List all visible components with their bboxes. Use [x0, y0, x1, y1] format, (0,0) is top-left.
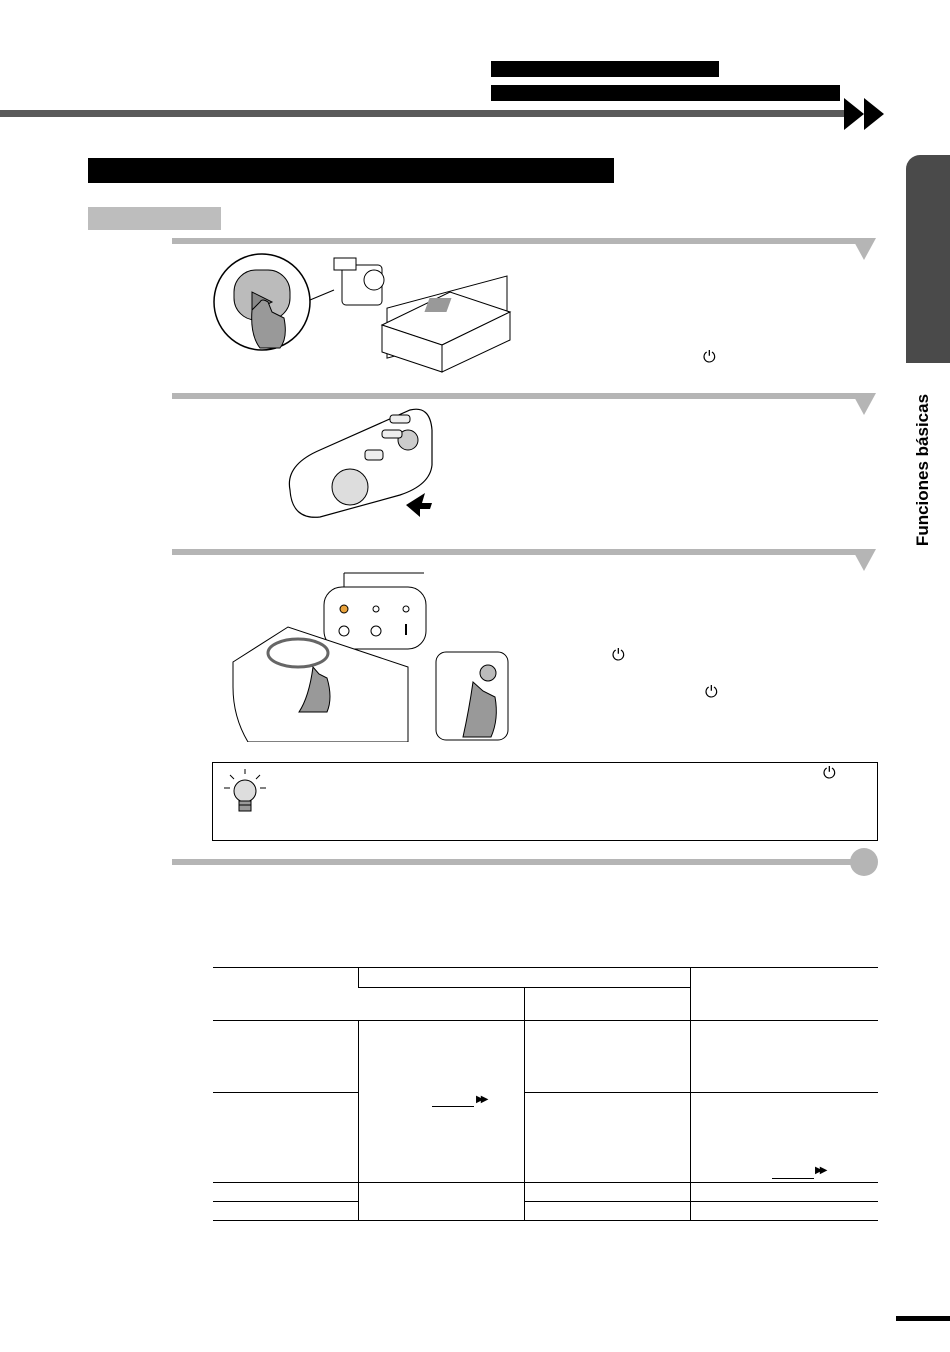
power-icon: ⏻ [705, 684, 718, 701]
page-ref-underline [432, 1106, 474, 1107]
side-tab-block [906, 155, 950, 363]
side-tab [908, 380, 938, 560]
forward-icon: ▶▶ [476, 1094, 486, 1105]
step-arrow-3-icon [852, 549, 876, 571]
table-cell [358, 968, 691, 988]
table-cell [524, 988, 691, 1021]
table-cell [691, 1021, 878, 1093]
lightbulb-icon [222, 768, 268, 818]
table-cell [358, 1183, 524, 1221]
table-cell [213, 1183, 358, 1202]
end-circle [850, 848, 878, 876]
step-arrow-2-icon [852, 393, 876, 415]
table-cell [691, 1202, 878, 1221]
end-bar [172, 859, 862, 865]
step-bar-3 [172, 549, 866, 555]
step3-projector-illustration [228, 567, 528, 742]
hint-box [212, 762, 878, 841]
table-cell [524, 1183, 691, 1202]
table-cell [213, 1202, 358, 1221]
step-arrow-1-icon [852, 238, 876, 260]
table-cell [691, 968, 878, 1021]
section-title-bar [88, 158, 614, 183]
header-double-arrow-icon [844, 98, 886, 130]
section-tab [88, 207, 221, 230]
power-icon: ⏻ [823, 765, 836, 782]
header-rule [0, 110, 850, 117]
power-icon: ⏻ [703, 349, 716, 366]
table-cell [213, 968, 358, 1021]
status-table [213, 967, 878, 1221]
table-cell [213, 1021, 358, 1093]
header-black-bar-2 [491, 85, 840, 101]
table-cell [358, 1021, 524, 1183]
table-cell [524, 1202, 691, 1221]
power-icon: ⏻ [612, 647, 625, 664]
step-bar-2 [172, 393, 866, 399]
side-tab-label: Funciones básicas [913, 393, 932, 547]
table-cell [691, 1093, 878, 1183]
table-cell [691, 1183, 878, 1202]
page-ref-underline [772, 1178, 814, 1179]
step-bar-1 [172, 238, 866, 244]
table-cell [524, 1093, 691, 1183]
step1-illustration [212, 250, 522, 380]
page-number-bar [896, 1316, 950, 1321]
table-cell [524, 1021, 691, 1093]
step2-remote-illustration [280, 405, 440, 520]
table-cell [358, 988, 524, 1021]
table-cell [213, 1093, 358, 1183]
header-black-bar-1 [491, 61, 719, 77]
forward-icon: ▶▶ [815, 1165, 825, 1176]
